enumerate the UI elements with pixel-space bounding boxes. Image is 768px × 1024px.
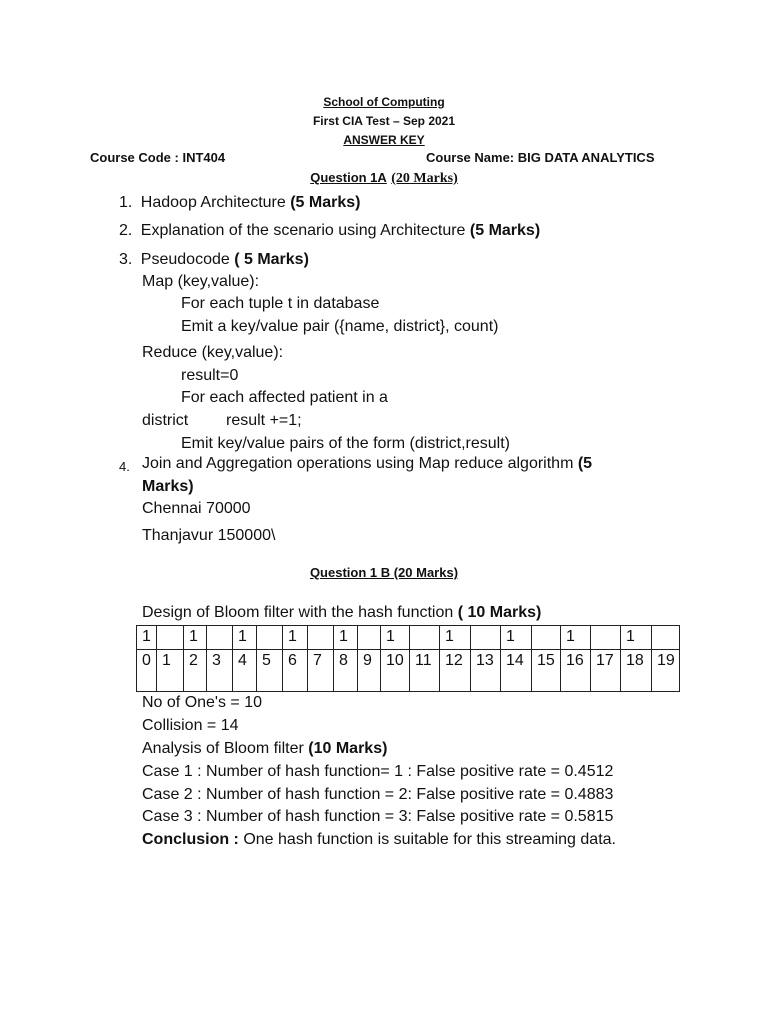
conclusion-line xyxy=(142,831,616,849)
index-cell: 19 xyxy=(652,650,680,692)
reduce-line-1: result=0 xyxy=(181,367,239,384)
index-cell: 12 xyxy=(440,650,471,692)
index-cell: 13 xyxy=(471,650,501,692)
result-thanjavur: Thanjavur 150000\ xyxy=(142,527,276,544)
bit-cell xyxy=(410,626,440,650)
bit-cell xyxy=(591,626,621,650)
q1a-item-2 xyxy=(119,222,540,240)
map-line-2: Emit a key/value pair ({name, district}, count) xyxy=(181,318,499,335)
index-cell: 3 xyxy=(207,650,233,692)
case-1: Case 1 : Number of hash function= 1 : False positive rate = 0.4512 xyxy=(142,763,614,780)
index-cell: 7 xyxy=(308,650,334,692)
bit-cell: 1 xyxy=(621,626,652,650)
design-text: Design of Bloom filter with the hash function xyxy=(142,604,458,621)
map-heading: Map (key,value): xyxy=(142,273,260,290)
bit-cell: 1 xyxy=(184,626,207,650)
item-marks: ( 5 Marks) xyxy=(234,251,309,268)
result-chennai: Chennai 70000 xyxy=(142,500,251,517)
bit-cell xyxy=(532,626,561,650)
bit-cell xyxy=(358,626,381,650)
bit-cell: 1 xyxy=(440,626,471,650)
analysis-marks: (10 Marks) xyxy=(308,740,388,757)
bit-cell xyxy=(471,626,501,650)
reduce-line-3a: district xyxy=(142,412,189,429)
case-2: Case 2 : Number of hash function = 2: False positive rate = 0.4883 xyxy=(142,786,614,803)
q1a-item-1 xyxy=(119,194,360,212)
bloom-index-row xyxy=(137,650,680,692)
q1b-title: Question 1 B (20 Marks) xyxy=(309,565,459,580)
reduce-line-2: For each affected patient in a xyxy=(181,389,388,406)
bit-cell: 1 xyxy=(283,626,308,650)
reduce-heading: Reduce (key,value): xyxy=(142,344,284,361)
no-of-ones: No of One's = 10 xyxy=(142,694,263,711)
index-cell: 18 xyxy=(621,650,652,692)
item-text: Join and Aggregation operations using Map reduce algorithm xyxy=(142,455,578,472)
q1a-heading xyxy=(0,169,768,187)
index-cell: 1 xyxy=(157,650,184,692)
reduce-line-4: Emit key/value pairs of the form (district,result) xyxy=(181,435,510,452)
bit-cell xyxy=(652,626,680,650)
item-text: Pseudocode xyxy=(140,251,235,268)
bloom-bits-row xyxy=(137,626,680,650)
item-number: 1. xyxy=(119,194,133,211)
conclusion-text: One hash function is suitable for this streaming data. xyxy=(243,831,616,848)
item-marks: (5 Marks) xyxy=(290,194,361,211)
index-cell: 2 xyxy=(184,650,207,692)
index-cell: 0 xyxy=(137,650,157,692)
item-marks: (5 Marks) xyxy=(469,222,541,239)
bit-cell xyxy=(308,626,334,650)
course-code: Course Code : INT404 xyxy=(90,150,226,165)
bloom-design-line xyxy=(142,604,541,622)
school-name: School of Computing xyxy=(323,95,445,109)
bit-cell xyxy=(157,626,184,650)
bit-cell: 1 xyxy=(381,626,410,650)
q1a-item-4-marks-cont: Marks) xyxy=(142,478,194,495)
index-cell: 5 xyxy=(257,650,283,692)
reduce-line-3b: result +=1; xyxy=(226,412,302,429)
bit-cell: 1 xyxy=(501,626,532,650)
test-name: First CIA Test – Sep 2021 xyxy=(312,114,456,128)
course-name: Course Name: BIG DATA ANALYTICS xyxy=(426,150,655,165)
bit-cell: 1 xyxy=(233,626,257,650)
bit-cell: 1 xyxy=(561,626,591,650)
item-number: 2. xyxy=(119,222,133,239)
index-cell: 16 xyxy=(561,650,591,692)
q1a-marks: (20 Marks) xyxy=(391,171,458,186)
index-cell: 9 xyxy=(358,650,381,692)
index-cell: 8 xyxy=(334,650,358,692)
analysis-line xyxy=(142,740,387,758)
index-cell: 4 xyxy=(233,650,257,692)
index-cell: 10 xyxy=(381,650,410,692)
item-text: Explanation of the scenario using Architecture xyxy=(140,222,470,239)
bit-cell xyxy=(207,626,233,650)
q1a-item-4 xyxy=(142,455,592,473)
index-cell: 14 xyxy=(501,650,532,692)
case-3: Case 3 : Number of hash function = 3: False positive rate = 0.5815 xyxy=(142,808,614,825)
index-cell: 11 xyxy=(410,650,440,692)
bloom-filter-table xyxy=(136,625,680,692)
item-text: Hadoop Architecture xyxy=(140,194,291,211)
analysis-text: Analysis of Bloom filter xyxy=(142,740,309,757)
design-marks: ( 10 Marks) xyxy=(457,604,542,621)
item-marks: (5 xyxy=(577,455,593,472)
q1a-item-3 xyxy=(119,251,309,269)
bit-cell xyxy=(257,626,283,650)
index-cell: 6 xyxy=(283,650,308,692)
conclusion-label: Conclusion : xyxy=(142,831,244,848)
collision-count: Collision = 14 xyxy=(142,717,239,734)
index-cell: 15 xyxy=(532,650,561,692)
answer-key-label: ANSWER KEY xyxy=(343,133,425,147)
q1a-title: Question 1A xyxy=(310,170,387,185)
item-number: 3. xyxy=(119,251,133,268)
q1a-item-4-number: 4. xyxy=(119,459,130,474)
bit-cell: 1 xyxy=(137,626,157,650)
index-cell: 17 xyxy=(591,650,621,692)
map-line-1: For each tuple t in database xyxy=(181,295,380,312)
bit-cell: 1 xyxy=(334,626,358,650)
